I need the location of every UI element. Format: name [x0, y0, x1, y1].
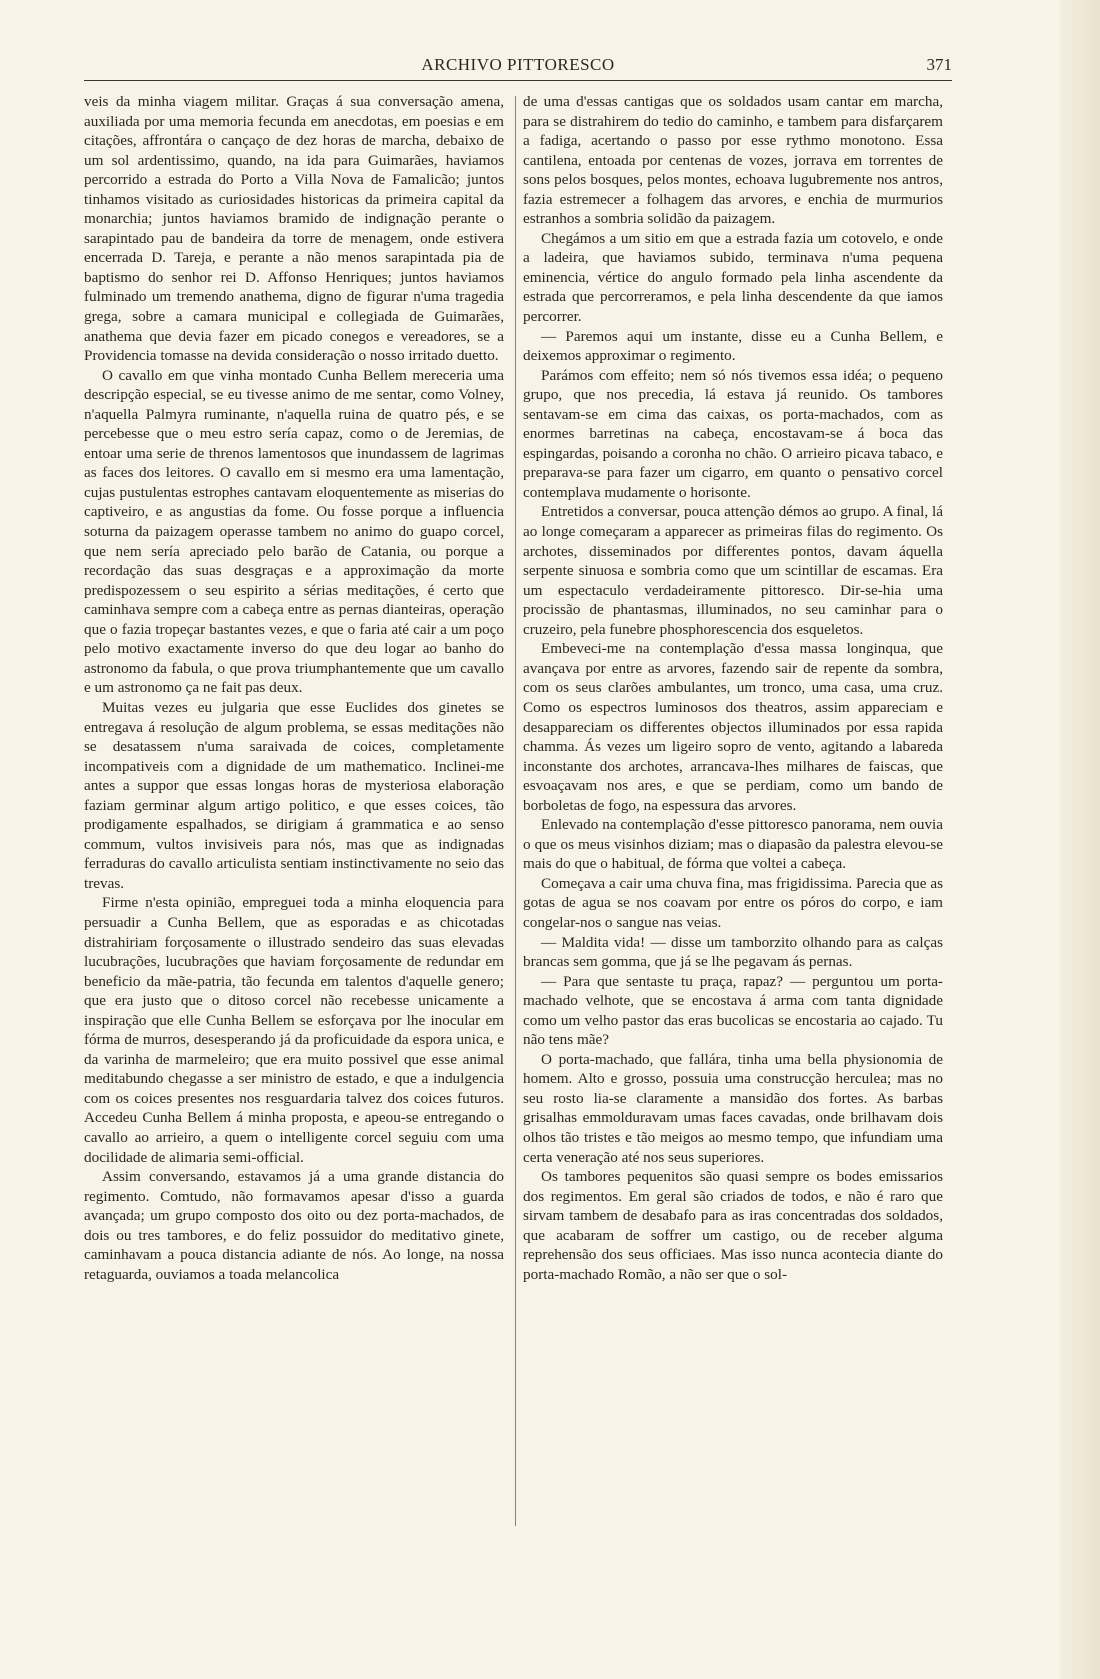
right-column — [523, 92, 943, 1284]
paragraph: Chegámos a um sitio em que a estrada fazia um cotovelo, e onde a ladeira, que haviamos subido, terminava n'uma pequena eminencia, vértice do angulo formado pela linha ascendente da estrada que percorreramos, e pela linha descendente da que iamos percorrer. — [523, 229, 943, 326]
column-divider — [515, 96, 516, 1526]
paragraph: Assim conversando, estavamos já a uma grande distancia do regimento. Comtudo, não formavamos apesar d'isso a guarda avançada; um grupo composto dos oito ou dez porta-machados, de dois ou tres tambores, e do feliz possuidor do meditativo ginete, caminhavam a pouca distancia adiante de nós. Ao longe, na nossa retaguarda, ouviamos a toada melancolica — [84, 1168, 504, 1283]
paragraph: veis da minha viagem militar. Graças á sua conversação amena, auxiliada por uma memoria fecunda em anecdotas, em poesias e em citações, affrontára o cançaço de dez horas de marcha, debaixo de um sol ardentissimo, quando, na ida para Guimarães, haviamos percorrido a estrada do Porto a Villa Nova de Famalicão; juntos tinhamos visitado as curiosidades historicas da primeira capital da monarchia; juntos haviamos bramido de indignação perante o sarapintado pau de bandeira da torre de menagem, onde estivera encerrada D. Tareja, e perante a não menos sarapintada pia de baptismo do senhor rei D. Affonso Henriques; juntos haviamos fulminado um tremendo anathema, digno de figurar n'uma tragedia grega, sobre a camara municipal e collegiada de Guimarães, anathema que devia fazer em picado conegos e vereadores, se a Providencia tomasse na devida consideração o nosso irritado duetto. — [84, 93, 504, 365]
paragraph: Entretidos a conversar, pouca attenção démos ao grupo. A final, lá ao longe começaram a apparecer as primeiras filas do regimento. Os archotes, disseminados por differentes pontos, davam áquella serpente sinuosa e sombria como que um scintillar de escamas. Era um espectaculo verdadeiramente pittoresco. Dir-se-hia uma procissão de phantasmas, illuminados, no seu caminhar para o cruzeiro, pela funebre phosphorescencia dos esqueletos. — [523, 503, 943, 638]
paragraph: Firme n'esta opinião, empreguei toda a minha eloquencia para persuadir a Cunha Bellem, que as esporadas e as chicotadas distrahiriam forçosamente o illustrado sendeiro das suas elevadas lucubrações, lucubrações que haviam forçosamente de redundar em beneficio da mãe-patria, tão fecunda em talentos d'aquelle genero; que era justo que o ditoso corcel não recebesse unicamente a inspiração que elle Cunha Bellem se esforçava por lhe inocular em fórma de murros, desesperando já da proficuidade da espora unica, e da varinha de marmeleiro; que era muito possivel que esse animal meditabundo chegasse a ser ministro de estado, e que a indulgencia com os coices presentes nos resguardaria talvez dos coices futuros. Accedeu Cunha Bellem á minha proposta, e apeou-se entregando o cavallo ao arrieiro, a quem o intelligente corcel seguiu com uma docilidade de alimaria semi-official. — [84, 894, 504, 1166]
paragraph: — Maldita vida! — disse um tamborzito olhando para as calças brancas sem gomma, que já se lhe pegavam ás pernas. — [523, 933, 943, 971]
page-edge-shadow — [1060, 0, 1100, 1679]
paragraph: — Paremos aqui um instante, disse eu a Cunha Bellem, e deixemos approximar o regimento. — [523, 327, 943, 365]
page-number: 371 — [926, 55, 952, 74]
paragraph: Muitas vezes eu julgaria que esse Euclides dos ginetes se entregava á resolução de algum problema, se essas meditações não se desatassem n'uma saraivada de coices, completamente incompativeis com a dignidade de um mathematico. Inclinei-me antes a suppor que essas longas horas de mysteriosa elaboração faziam germinar algum artigo politico, e que esses coices, tão prodigamente espalhados, se dirigiam á grammatica e ao senso commum, vultos invisiveis para nós, mas que as indignadas ferraduras do cavallo articulista sentiam instinctivamente no seio das trevas. — [84, 698, 504, 892]
paragraph: O cavallo em que vinha montado Cunha Bellem mereceria uma descripção especial, se eu tivesse animo de me sentar, como Volney, n'aquella Palmyra ruminante, n'aquella ruina de quatro pés, e se percebesse que o meu estro sería capaz, como o de Jeremias, de entoar uma serie de threnos lamentosos que inundassem de lagrimas as faces dos leitores. O cavallo em si mesmo era uma lamentação, cujas pustulentas estrophes cantavam eloquentemente as miserias do captiveiro, e as angustias da fome. Ou fosse porque a influencia soturna da paizagem operasse tambem no animo do guapo corcel, que nem sería apreciado pelo barão de Catania, ou porque a recordação das suas desgraças e a approximação da morte predispozessem o seu espirito a sérias meditações, é certo que caminhava sempre com a cabeça entre as pernas dianteiras, operação que o fazia tropeçar bastantes vezes, e que o faria até cair a um poço pelo motivo exactamente inverso do que deu logar ao banho do astronomo da fabula, o que prova triumphantemente que um cavallo e um astronomo ça ne fait pas deux. — [84, 366, 504, 697]
paragraph: Enlevado na contemplação d'esse pittoresco panorama, nem ouvia o que os meus visinhos diziam; mas o diapasão da palestra elevou-se mais do que o habitual, de fórma que voltei a cabeça. — [523, 816, 943, 873]
paragraph: Embeveci-me na contemplação d'essa massa longinqua, que avançava por entre as arvores, fazendo sair de repente da sombra, com os seus clarões ambulantes, um tronco, uma casa, uma cruz. Como os espectros luminosos dos theatros, assim appareciam e desappareciam os differentes objectos illuminados por essa rapida chamma. Ás vezes um ligeiro sopro de vento, agitando a labareda inconstante dos archotes, arrancava-lhes milhares de faiscas, que esvoaçavam nos ares, e que se perdiam, como um bando de borboletas de fogo, na espessura das arvores. — [523, 640, 943, 814]
paragraph: Parámos com effeito; nem só nós tivemos essa idéa; o pequeno grupo, que nos precedia, lá estava já reunido. Os tambores sentavam-se em cima das caixas, os porta-machados, com as enormes barretinas na cabeça, encostavam-se á boca das espingardas, poisando a coronha no chão. O arrieiro picava tabaco, e preparava-se para fazer um cigarro, em quanto o pensativo corcel contemplava mudamente o horisonte. — [523, 366, 943, 501]
paragraph: O porta-machado, que fallára, tinha uma bella physionomia de homem. Alto e grosso, possuia uma construcção herculea; mas no seu rosto lia-se claramente a mansidão dos fortes. As barbas grisalhas emmolduravam umas faces cavadas, onde brilhavam dois olhos tão tristes e tão meigos ao mesmo tempo, que infundiam uma certa veneração até nos seus superiores. — [523, 1050, 943, 1166]
left-column — [84, 92, 504, 1284]
paragraph: Os tambores pequenitos são quasi sempre os bodes emissarios dos regimentos. Em geral são criados de todos, e não é raro que sirvam tambem de desabafo para as iras concentradas dos soldados, que acabaram de soffrer um castigo, ou de receber alguma reprehensão dos seus officiaes. Mas isso nunca acontecia diante do porta-machado Romão, a não ser que o sol- — [523, 1168, 943, 1283]
paragraph: — Para que sentaste tu praça, rapaz? — perguntou um porta-machado velhote, que se encostava á arma com tanta dignidade como um velho pastor das eras bucolicas se encostaria ao cajado. Tu não tens mãe? — [523, 972, 943, 1049]
running-title: ARCHIVO PITTORESCO — [421, 55, 615, 74]
paragraph: de uma d'essas cantigas que os soldados usam cantar em marcha, para se distrahirem do tedio do caminho, e tambem para disfarçarem a fadiga, acertando o passo por esse rythmo monotono. Essa cantilena, entoada por centenas de vozes, jorrava em torrentes de sons pelos bosques, pelos montes, echoava lugubremente nos antros, fazia estremecer a folhagem das arvores, e enchia de murmurios estranhos a sombria solidão da paizagem. — [523, 93, 943, 228]
header-rule — [84, 80, 952, 81]
page-header — [84, 55, 952, 77]
paragraph: Começava a cair uma chuva fina, mas frigidissima. Parecia que as gotas de agua se nos coavam por entre os póros do corpo, e iam congelar-nos o sangue nas veias. — [523, 874, 943, 931]
